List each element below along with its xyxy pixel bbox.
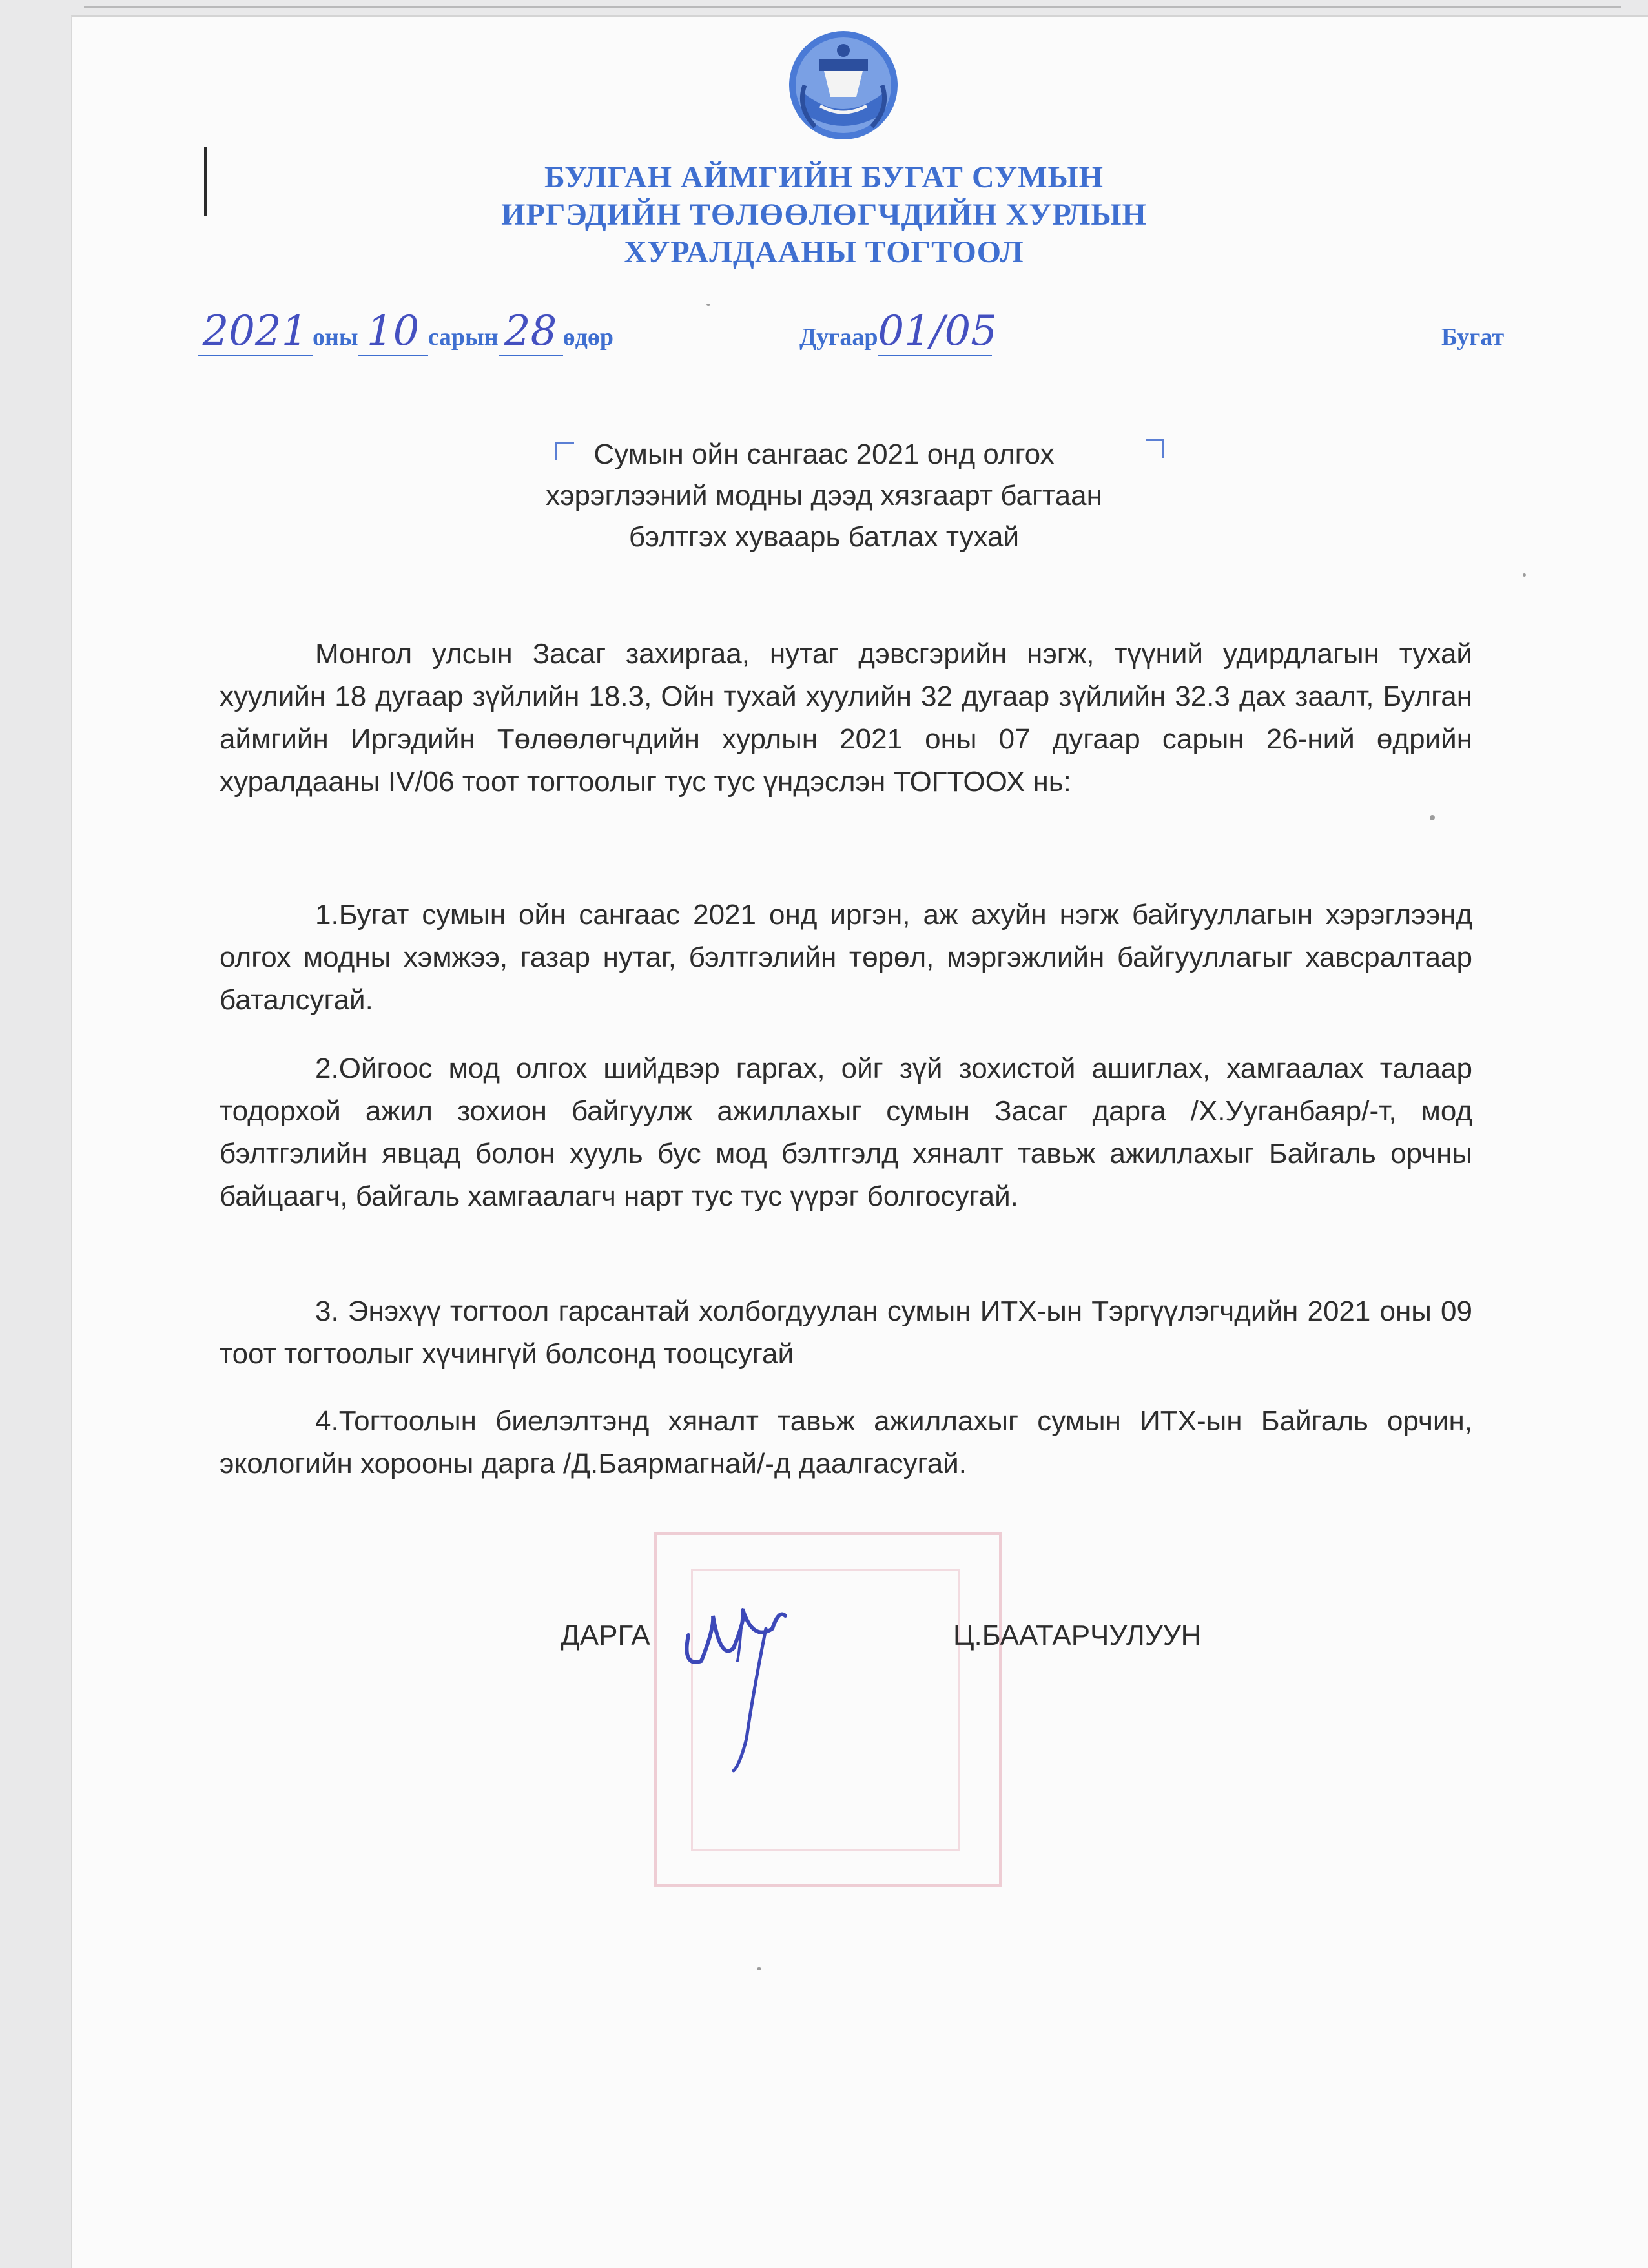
preamble-text: Монгол улсын Засаг захиргаа, нутаг дэвсгэрийн нэгж, түүний удирдлагын тухай хуулийн 18 дугаар зүйлийн 18.3, Ойн тухай хуулийн 32 дугаар зүйлийн 32.3 дах заалт, Булган аймгийн Иргэдийн Төлөөлөгчдийн хурлын 2021 оны 07 дугаар сарын 26-ний өдрийн хуралдааны IV/06 тоот тогтоолыг тус тус үндэслэн ТОГТООХ нь: [220,638,1472,798]
document-number: 01/05 [878,307,997,355]
subject-line-2: хэрэглээний модны дээд хязгаарт багтаан [546,480,1102,511]
date-month: 10 [358,307,428,356]
header-line-3: ХУРАЛДААНЫ ТОГТООЛ [624,235,1024,269]
scan-edge-line [84,6,1621,8]
state-emblem-icon [779,30,908,143]
subject-line-1: Сумын ойн сангаас 2021 онд олгох [593,438,1055,470]
document-subject [0,434,1648,558]
item-2-text: 2.Ойгоос мод олгох шийдвэр гаргах, ойг зүй зохистой ашиглах, хамгаалах талаар тодорхой ажил зохион байгуулж ажиллахыг сумын Засаг дарга /Х.Ууганбаяр/-т, мод бэлтгэлийн явцад болон хууль бус мод бэлтгэлд хяналт тавьж ажиллахыг Байгаль орчны байцаагч, байгаль хамгаалагч нарт тус тус үүрэг болгосугай. [220,1053,1472,1212]
subject-line-3: бэлтгэх хуваарь батлах тухай [628,521,1020,553]
date-day: 28 [499,307,563,356]
resolution-item-2 [220,1047,1472,1218]
date-year: 2021 [198,307,313,356]
preamble-paragraph [220,633,1472,803]
date-field [198,307,613,359]
number-label: Дугаар [799,324,878,351]
header-line-1: БУЛГАН АЙМГИЙН БУГАТ СУМЫН [544,160,1104,194]
handwritten-signature [675,1590,798,1777]
resolution-item-3 [220,1290,1472,1376]
item-4-text: 4.Тогтоолын биелэлтэнд хяналт тавьж ажиллахыг сумын ИТХ-ын Байгаль орчин, экологийн хорооны дарга /Д.Баярмагнай/-д даалгасугай. [220,1405,1472,1479]
scan-speck [1523,573,1526,577]
resolution-item-4 [220,1400,1472,1485]
scan-speck [757,1967,761,1970]
signatory-title: ДАРГА [561,1620,650,1651]
date-month-suffix: сарын [427,324,499,351]
item-1-text: 1.Бугат сумын ойн сангаас 2021 онд иргэн, аж ахуйн нэгж байгууллагын хэрэглээнд олгох модны хэмжээ, газар нутаг, бэлтгэлийн төрөл, мэргэжлийн байгууллагыг хавсралтаар баталсугай. [220,899,1472,1016]
date-day-suffix: өдөр [562,324,613,351]
scan-speck [1430,815,1435,820]
resolution-item-1 [220,894,1472,1022]
item-3-text: 3. Энэхүү тогтоол гарсантай холбогдуулан сумын ИТХ-ын Тэргүүлэгчдийн 2021 оны 09 тоот тогтоолыг хүчингүй болсонд тооцсугай [220,1295,1472,1370]
header-line-2: ИРГЭДИЙН ТӨЛӨӨЛӨГЧДИЙН ХУРЛЫН [501,198,1147,232]
signatory-name: Ц.БААТАРЧУЛУУН [953,1620,1202,1651]
document-header [0,159,1648,271]
date-year-suffix: оны [313,324,358,351]
document-number-field [799,307,997,359]
place-name: Бугат [1441,324,1505,351]
scan-speck [706,304,710,306]
